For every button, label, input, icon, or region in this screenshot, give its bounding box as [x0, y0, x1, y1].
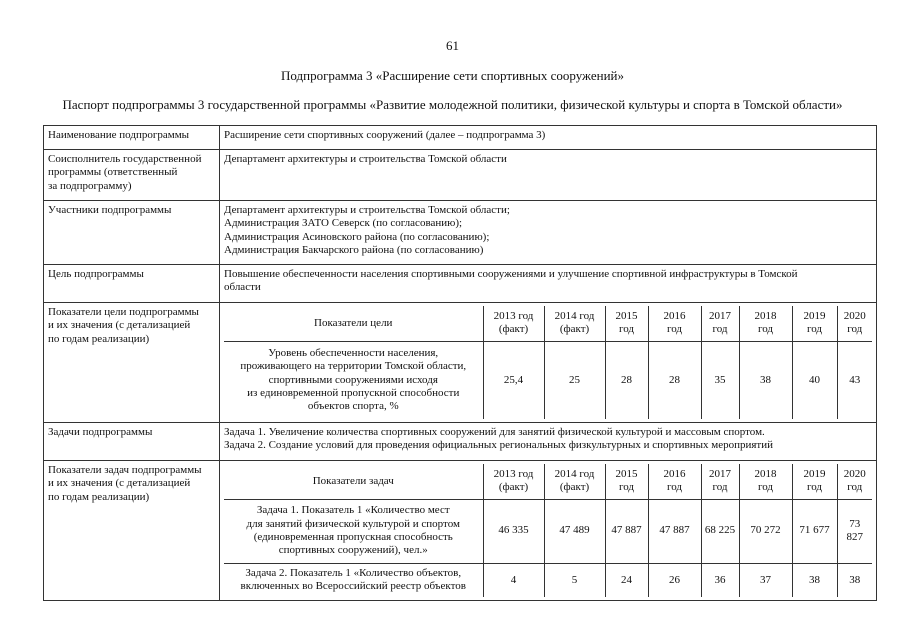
- year-note: год: [757, 323, 774, 336]
- label-coexecutor: [44, 150, 220, 201]
- label-line: Показатели задач подпрограммы: [48, 464, 202, 476]
- year-header: [701, 306, 739, 341]
- task-value: 24: [605, 563, 648, 597]
- page-number: 61: [446, 38, 459, 53]
- goal-value: 43: [837, 341, 872, 419]
- label-line: за подпрограмму): [48, 179, 132, 192]
- year-note: год: [666, 323, 683, 336]
- year-label: 2018: [754, 467, 777, 480]
- year-note: год: [757, 481, 774, 494]
- year-header: [792, 306, 837, 341]
- indicator-line: объектов спорта, %: [307, 400, 399, 413]
- participant-item: Администрация Асиновского района (по согласованию);: [224, 230, 490, 243]
- task-indicators-header: Показатели задач: [224, 464, 483, 499]
- year-note: год: [806, 481, 823, 494]
- goal-value: 40: [792, 341, 837, 419]
- year-header: [701, 464, 739, 499]
- row-name: [44, 126, 877, 150]
- year-note: (факт): [498, 323, 529, 336]
- value-coexecutor: Департамент архитектуры и строительства Томской области: [220, 150, 877, 201]
- label-line: Показатели цели подпрограммы: [48, 306, 199, 318]
- year-label: 2019: [803, 309, 826, 322]
- task-indicator-name: [224, 499, 483, 563]
- year-note: год: [847, 481, 863, 494]
- row-coexecutor: [44, 150, 877, 201]
- indicator-line: спортивных сооружений), чел.»: [278, 544, 428, 557]
- task-value: 36: [701, 563, 739, 597]
- year-note: год: [847, 323, 863, 336]
- year-label: 2015: [615, 309, 638, 322]
- label-line: по годам реализации): [48, 332, 150, 345]
- year-header: [837, 464, 872, 499]
- task-value: 47 887: [648, 499, 701, 563]
- participant-item: Департамент архитектуры и строительства Томской области;: [224, 204, 510, 216]
- year-header: [544, 464, 605, 499]
- task-line: Задача 2. Создание условий для проведения официальных региональных физкультурных и спортивных мероприятий: [224, 439, 774, 452]
- year-label: 2013 год: [493, 467, 534, 480]
- task-value: 38: [792, 563, 837, 597]
- indicator-line: для занятий физической культурой и спортом: [246, 517, 460, 530]
- task-header-row: [224, 464, 872, 499]
- goal-indicators-header: Показатели цели: [224, 306, 483, 341]
- value-tasks: [220, 423, 877, 461]
- task-indicator-row: [224, 563, 872, 597]
- passport-table: [43, 125, 877, 601]
- year-label: 2016: [663, 309, 686, 322]
- year-note: год: [806, 323, 823, 336]
- row-participants: [44, 201, 877, 265]
- participant-item: Администрация Бакчарского района (по согласованию): [224, 244, 484, 257]
- value-participants: [220, 201, 877, 265]
- label-task-indicators: [44, 461, 220, 601]
- indicator-line: включенных во Всероссийский реестр объектов: [240, 580, 466, 593]
- goal-value: 28: [605, 341, 648, 419]
- year-header: [544, 306, 605, 341]
- value-name: Расширение сети спортивных сооружений (далее – подпрограмма 3): [220, 126, 877, 150]
- value-goal: [220, 265, 877, 303]
- goal-indicators-cell: [220, 303, 877, 423]
- year-note: год: [712, 481, 728, 494]
- year-label: 2017: [709, 309, 731, 322]
- year-note: (факт): [559, 323, 590, 336]
- label-participants: Участники подпрограммы: [44, 201, 220, 265]
- goal-value: 28: [648, 341, 701, 419]
- year-header: [739, 306, 792, 341]
- row-goal-indicators: [44, 303, 877, 423]
- row-goal: [44, 265, 877, 303]
- year-label: 2017: [709, 467, 731, 480]
- indicator-line: Уровень обеспеченности населения,: [268, 346, 439, 359]
- label-goal: Цель подпрограммы: [44, 265, 220, 303]
- year-label: 2015: [615, 467, 638, 480]
- task-indicators-cell: [220, 461, 877, 601]
- year-note: год: [618, 323, 635, 336]
- year-label: 2014 год: [554, 309, 595, 322]
- indicator-line: из единовременной пропускной способности: [247, 386, 460, 399]
- row-tasks: [44, 423, 877, 461]
- label-line: программы (ответственный: [48, 166, 178, 179]
- label-line: по годам реализации): [48, 490, 150, 503]
- year-label: 2014 год: [554, 467, 595, 480]
- indicator-line: спортивными сооружениями исходя: [268, 373, 438, 386]
- year-header: [739, 464, 792, 499]
- task-value: 68 225: [701, 499, 739, 563]
- year-header: [483, 464, 544, 499]
- year-label: 2013 год: [493, 309, 534, 322]
- year-label: 2018: [754, 309, 777, 322]
- year-header: [792, 464, 837, 499]
- label-name: Наименование подпрограммы: [44, 126, 220, 150]
- year-header: [483, 306, 544, 341]
- task-value: 47 887: [605, 499, 648, 563]
- goal-value: 25: [544, 341, 605, 419]
- task-indicator-row: [224, 499, 872, 563]
- goal-indicator-row: [224, 341, 872, 419]
- passport-subtitle: Паспорт подпрограммы 3 государственной программы «Развитие молодежной политики, физической культуры и спорта в Томской области»: [62, 97, 843, 112]
- year-label: 2020: [843, 467, 866, 480]
- goal-indicator-name: [224, 341, 483, 419]
- goal-header-row: [224, 306, 872, 341]
- label-line: Соисполнитель государственной: [48, 153, 202, 165]
- task-value: 37: [739, 563, 792, 597]
- task-value: 26: [648, 563, 701, 597]
- year-header: [605, 306, 648, 341]
- year-header: [648, 306, 701, 341]
- year-note: (факт): [559, 481, 590, 494]
- year-label: 2016: [663, 467, 686, 480]
- row-task-indicators: [44, 461, 877, 601]
- task-value: 4: [483, 563, 544, 597]
- task-value: 73 827: [837, 499, 872, 563]
- goal-value: 35: [701, 341, 739, 419]
- task-indicators-table: [224, 464, 872, 597]
- year-note: год: [666, 481, 683, 494]
- goal-line: области: [224, 281, 261, 294]
- task-line: Задача 1. Увеличение количества спортивных сооружений для занятий физической культурой и массовым спортом.: [224, 426, 765, 438]
- task-value: 71 677: [792, 499, 837, 563]
- indicator-line: Задача 1. Показатель 1 «Количество мест: [256, 504, 450, 517]
- year-note: год: [618, 481, 635, 494]
- indicator-line: проживающего на территории Томской области,: [240, 360, 467, 373]
- year-header: [648, 464, 701, 499]
- label-line: и их значения (с детализацией: [48, 319, 191, 332]
- year-note: год: [712, 323, 728, 336]
- label-tasks: Задачи подпрограммы: [44, 423, 220, 461]
- task-value: 47 489: [544, 499, 605, 563]
- year-label: 2020: [843, 309, 866, 322]
- task-indicator-name: [224, 563, 483, 597]
- year-label: 2019: [803, 467, 826, 480]
- indicator-line: Задача 2. Показатель 1 «Количество объектов,: [245, 566, 462, 579]
- task-value: 70 272: [739, 499, 792, 563]
- year-header: [605, 464, 648, 499]
- goal-indicators-table: [224, 306, 872, 419]
- goal-value: 38: [739, 341, 792, 419]
- label-goal-indicators: [44, 303, 220, 423]
- year-note: (факт): [498, 481, 529, 494]
- task-value: 46 335: [483, 499, 544, 563]
- task-value: 38: [837, 563, 872, 597]
- label-line: и их значения (с детализацией: [48, 477, 191, 490]
- participant-item: Администрация ЗАТО Северск (по согласованию);: [224, 217, 463, 230]
- indicator-line: (единовременная пропускная способность: [253, 531, 453, 543]
- task-value: 5: [544, 563, 605, 597]
- goal-line: Повышение обеспеченности населения спортивными сооружениями и улучшение спортивной инфраструктуры в Томской: [224, 268, 798, 280]
- goal-value: 25,4: [483, 341, 544, 419]
- subprogram-title: Подпрограмма 3 «Расширение сети спортивных сооружений»: [280, 68, 624, 83]
- year-header: [837, 306, 872, 341]
